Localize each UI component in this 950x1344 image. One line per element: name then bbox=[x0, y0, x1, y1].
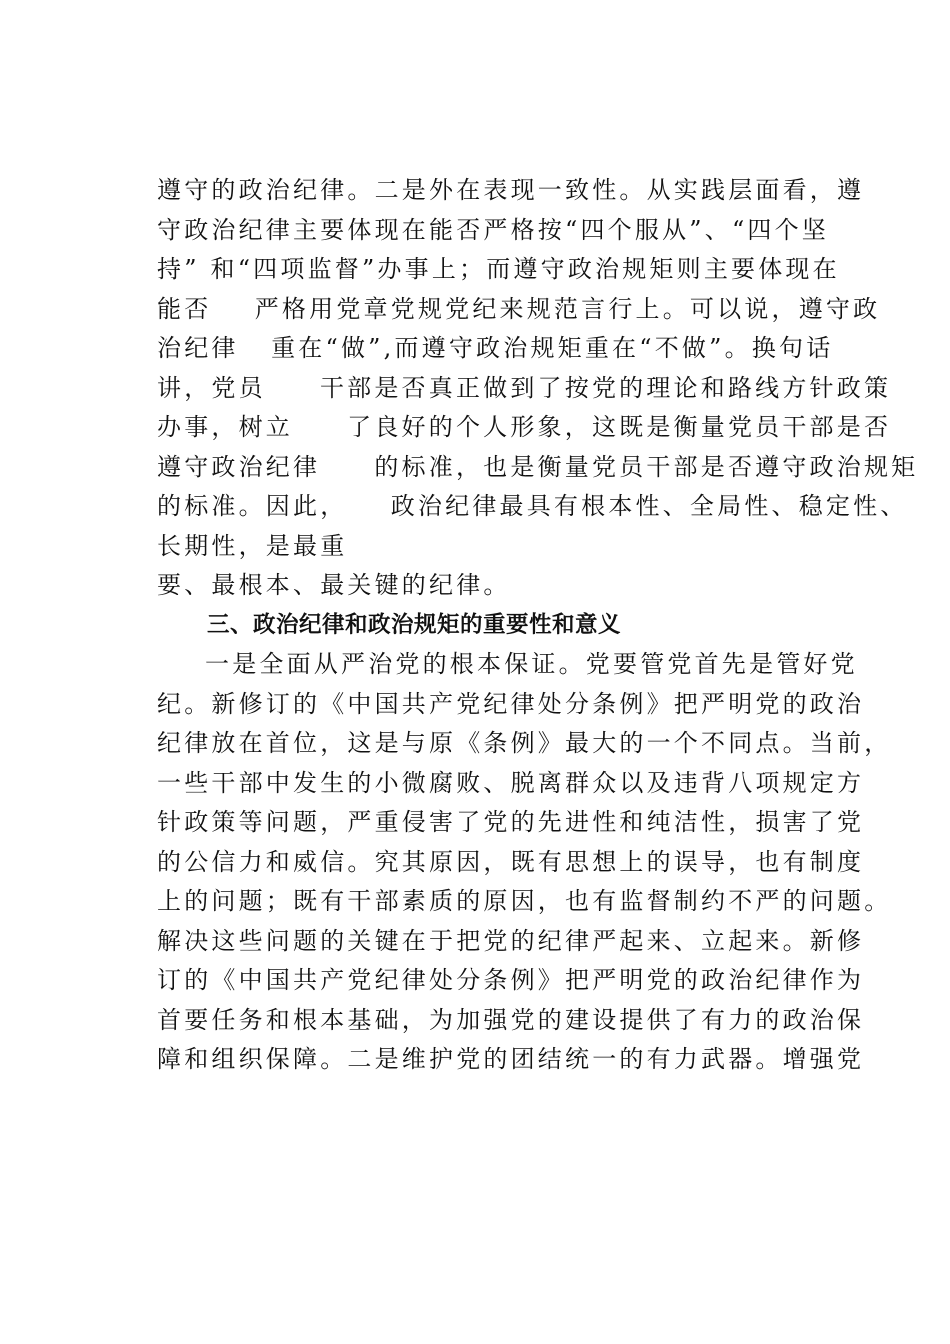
text-line: 遵守的政治纪律。二是外在表现一致性。从实践层面看，遵 bbox=[157, 176, 865, 204]
text-line: 要、最根本、最关键的纪律。 bbox=[157, 571, 511, 599]
paragraph-line: 纪律放在首位，这是与原《条例》最大的一个不同点。当前， bbox=[157, 729, 892, 757]
paragraph-line: 上的问题；既有干部素质的原因，也有监督制约不严的问题。 bbox=[157, 887, 892, 915]
text-line: 能否 严格用党章党规党纪来规范言行上。可以说，遵守政 bbox=[157, 294, 881, 323]
text-line: 守政治纪律主要体现在能否严格按“四个服从”、“四个坚 bbox=[157, 215, 830, 244]
paragraph-line: 障和组织保障。二是维护党的团结统一的有力武器。增强党 bbox=[157, 1045, 865, 1073]
paragraph-line: 首要任务和根本基础，为加强党的建设提供了有力的政治保 bbox=[157, 1005, 865, 1034]
paragraph-line: 的公信力和威信。究其原因，既有思想上的误导，也有制度 bbox=[157, 847, 865, 876]
section-heading: 三、政治纪律和政治规矩的重要性和意义 bbox=[207, 611, 622, 638]
text-line: 的标准。因此， 政治纪律最具有根本性、全局性、稳定性、 bbox=[157, 492, 908, 520]
paragraph-line: 订的《中国共产党纪律处分条例》把严明党的政治纪律作为 bbox=[157, 966, 865, 994]
paragraph-line: 解决这些问题的关键在于把党的纪律严起来、立起来。新修 bbox=[157, 926, 865, 955]
text-line: 治纪律 重在“做”,而遵守政治规矩重在“不做”。换句话 bbox=[157, 334, 834, 362]
document-body bbox=[157, 171, 919, 1080]
paragraph-line: 一是全面从严治党的根本保证。党要管党首先是管好党 bbox=[205, 650, 858, 678]
paragraph-line: 纪。新修订的《中国共产党纪律处分条例》把严明党的政治 bbox=[157, 689, 865, 718]
paragraph-line: 针政策等问题，严重侵害了党的先进性和纯洁性，损害了党 bbox=[157, 808, 865, 836]
text-line: 讲，党员 干部是否真正做到了按党的理论和路线方针政策 bbox=[157, 373, 892, 402]
text-line: 遵守政治纪律 的标准，也是衡量党员干部是否遵守政治规矩 bbox=[157, 452, 919, 481]
paragraph-line: 一些干部中发生的小微腐败、脱离群众以及违背八项规定方 bbox=[157, 768, 865, 797]
text-line: 持” 和“四项监督”办事上；而遵守政治规矩则主要体现在 bbox=[157, 255, 840, 283]
text-line: 长期性，是最重 bbox=[157, 531, 348, 560]
text-line: 办事，树立 了良好的个人形象，这既是衡量党员干部是否 bbox=[157, 413, 892, 441]
